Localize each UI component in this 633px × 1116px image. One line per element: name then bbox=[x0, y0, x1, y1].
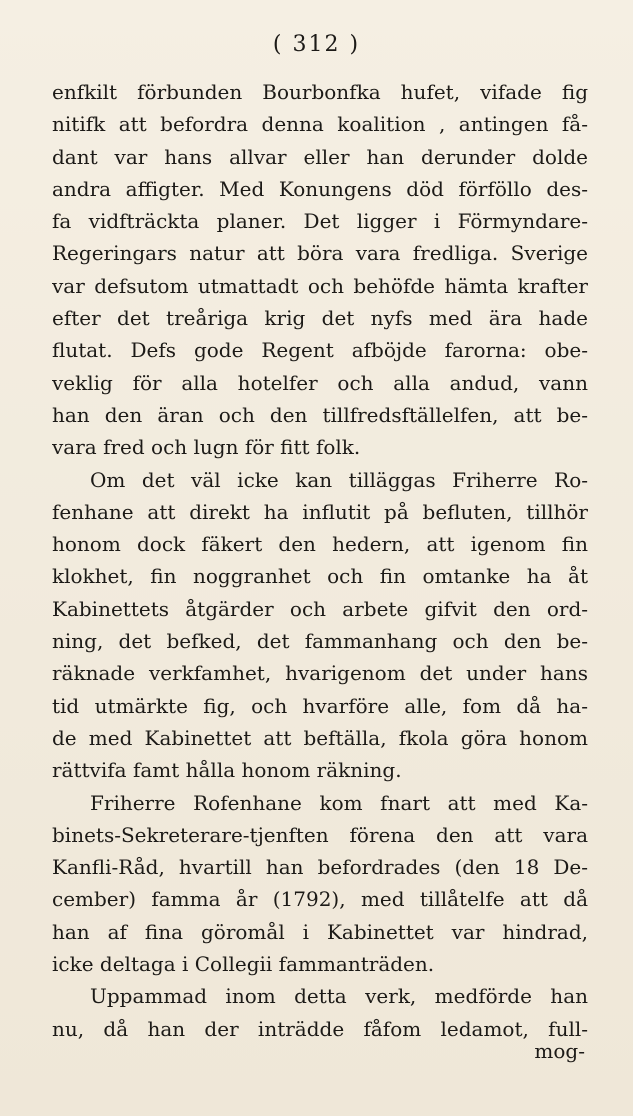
page-number: ( 312 ) bbox=[272, 32, 361, 57]
text-line: var defsutom utmattadt och behöfde hämta krafter bbox=[52, 273, 588, 298]
text-line: enfkilt förbunden Bourbonfka hufet, vifade fig bbox=[52, 80, 588, 104]
text-line: andra affigter. Med Konungens död förföllo des- bbox=[52, 176, 588, 201]
text-line: binets-Sekreterare-tjenften förena den att vara bbox=[52, 822, 588, 847]
text-line: dant var hans allvar eller han derunder dolde bbox=[52, 144, 588, 169]
text-line: cember) famma år (1792), med tillåtelfe att då bbox=[52, 887, 588, 912]
text-line: nitifk att befordra denna koalition , antingen få- bbox=[52, 112, 588, 137]
text-line: flutat. Defs gode Regent afböjde farorna: obe- bbox=[52, 338, 588, 363]
text-line: klokhet, fin noggranhet och fin omtanke ha åt bbox=[52, 564, 588, 589]
text-line: vara fred och lugn för fitt folk. bbox=[52, 435, 361, 460]
text-line: Regeringars natur att böra vara fredliga. Sverige bbox=[52, 241, 588, 266]
body-text bbox=[52, 76, 588, 1045]
text-line: efter det treåriga krig det nyfs med ära hade bbox=[52, 306, 588, 331]
text-line: Uppammad inom detta verk, medförde han bbox=[90, 984, 588, 1009]
text-line: tid utmärkte fig, och hvarföre alle, fom då ha- bbox=[52, 693, 588, 718]
text-line: rättvifa famt hålla honom räkning. bbox=[52, 758, 402, 783]
text-line: honom dock fäkert den hedern, att igenom fin bbox=[52, 532, 588, 557]
text-line: Kabinettets åtgärder och arbete gifvit den ord- bbox=[52, 596, 588, 621]
text-line: nu, då han der inträdde fåfom ledamot, full- bbox=[52, 1016, 588, 1041]
text-line: veklig för alla hotelfer och alla andud, vann bbox=[52, 370, 588, 395]
text-line: Friherre Rofenhane kom fnart att med Ka- bbox=[90, 790, 588, 815]
catchword: mog- bbox=[534, 1039, 585, 1063]
text-line: räknade verkfamhet, hvarigenom det under hans bbox=[52, 661, 588, 686]
text-line: han den äran och den tillfredsftällelfen, att be- bbox=[52, 402, 588, 427]
text-line: han af fina göromål i Kabinettet var hindrad, bbox=[52, 919, 588, 944]
text-line: de med Kabinettet att beftälla, fkola göra honom bbox=[52, 725, 588, 750]
text-line: icke deltaga i Collegii fammanträden. bbox=[52, 952, 435, 977]
text-line: ning, det befked, det fammanhang och den be- bbox=[52, 629, 588, 654]
text-line: fenhane att direkt ha influtit på befluten, tillhör bbox=[52, 499, 588, 524]
text-line: Om det väl icke kan tilläggas Friherre Ro- bbox=[90, 467, 588, 492]
text-line: Kanfli-Råd, hvartill han befordrades (den 18 De- bbox=[52, 855, 588, 880]
text-line: fa vidfträckta planer. Det ligger i Förmyndare- bbox=[52, 209, 588, 234]
